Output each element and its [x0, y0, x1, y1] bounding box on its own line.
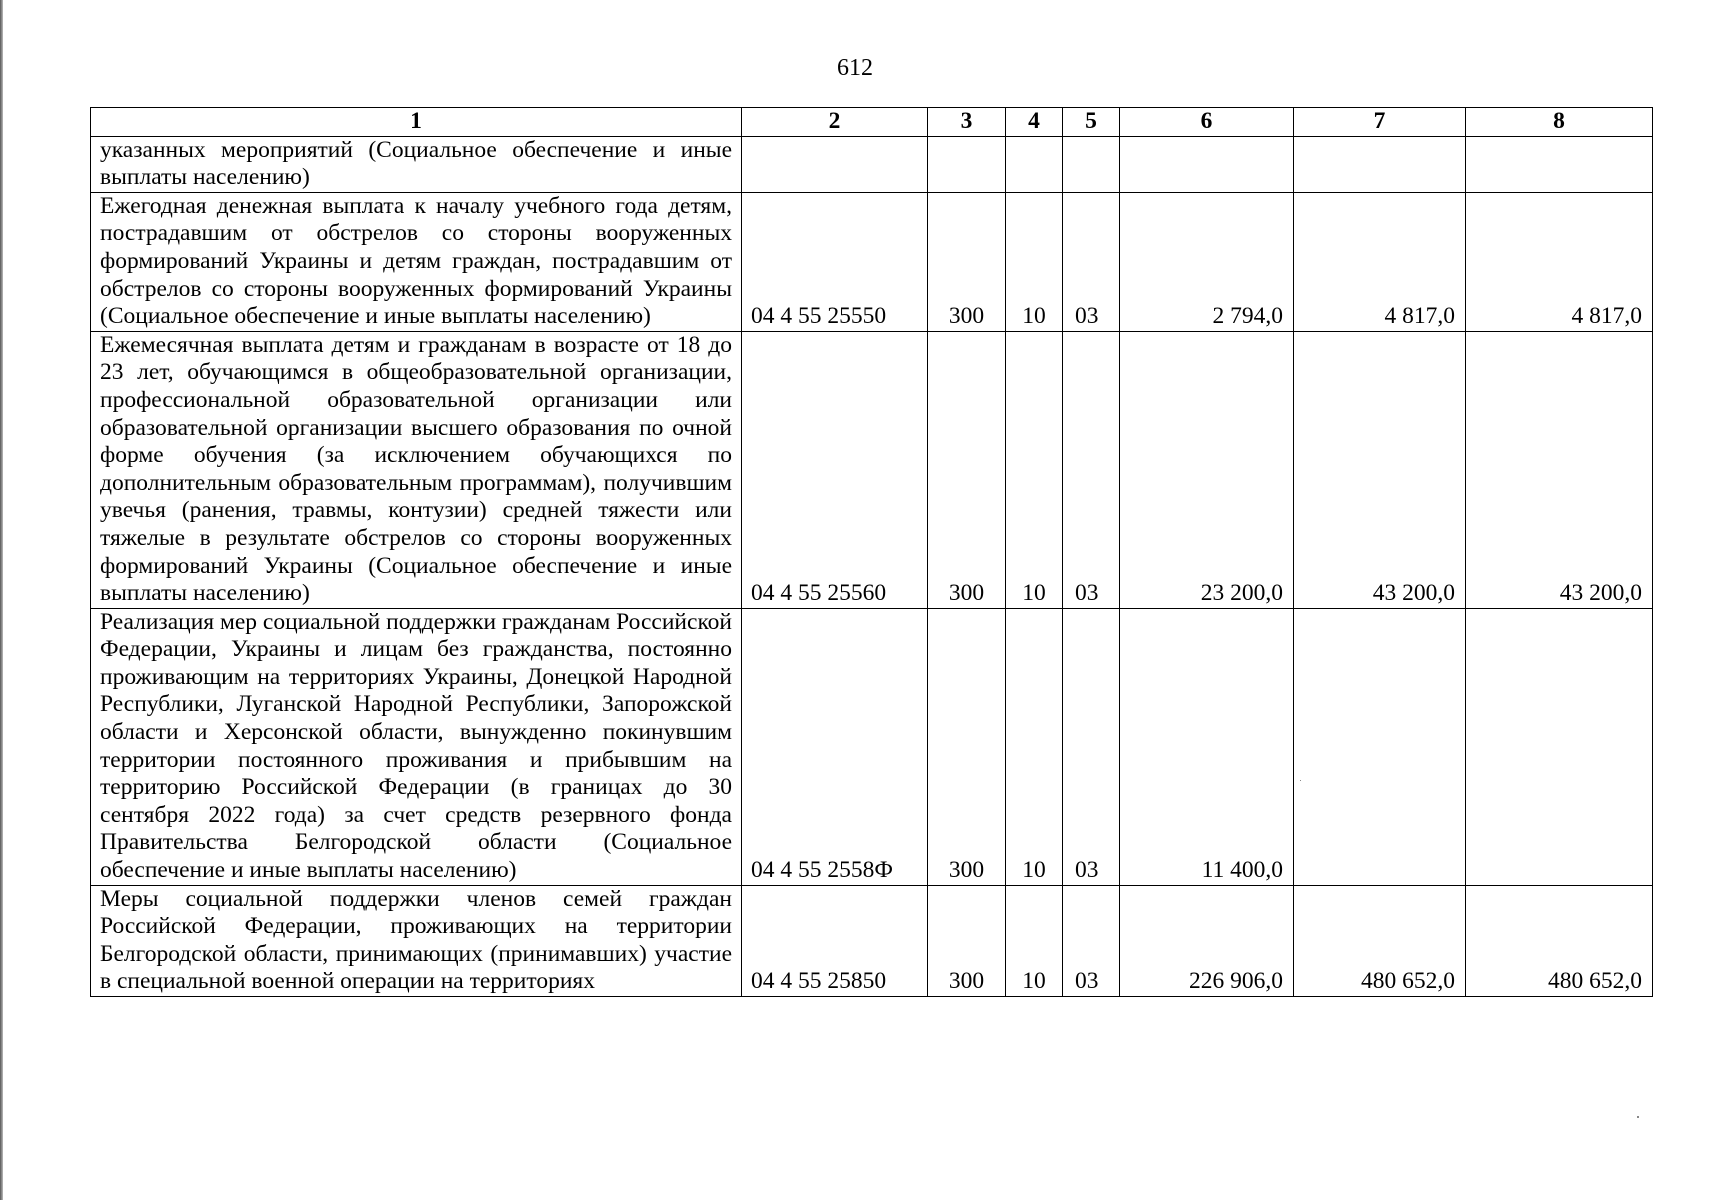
amount-col-7: 43 200,0	[1294, 331, 1466, 608]
column-header: 1	[91, 108, 742, 137]
amount-col-6	[1120, 136, 1294, 192]
scan-speck	[1300, 780, 1301, 781]
row-description: Реализация мер социальной поддержки гражданам Российской Федерации, Украины и лицам без гражданства, постоянно проживающим на территориях Украины, Донецкой Народной Республики, Луганской Народной Республики, Запорожской области и Херсонской области, вынужденно покинувшим территории постоянного проживания и прибывшим на территорию Российской Федерации (в границах до 30 сентября 2022 года) за счет средств резервного фонда Правительства Белгородской области (Социальное обеспечение и иные выплаты населению)	[91, 608, 742, 885]
subsection-code: 03	[1063, 608, 1120, 885]
table-row	[91, 192, 1653, 331]
amount-col-6: 2 794,0	[1120, 192, 1294, 331]
amount-col-7	[1294, 136, 1466, 192]
amount-col-6: 11 400,0	[1120, 608, 1294, 885]
amount-col-7: 4 817,0	[1294, 192, 1466, 331]
scan-edge	[0, 0, 3, 1200]
subsection-code: 03	[1063, 192, 1120, 331]
amount-col-6: 226 906,0	[1120, 885, 1294, 996]
table-row	[91, 136, 1653, 192]
amount-col-8: 480 652,0	[1466, 885, 1653, 996]
scan-speck	[1637, 1116, 1639, 1118]
subsection-code: 03	[1063, 331, 1120, 608]
column-header: 5	[1063, 108, 1120, 137]
column-header: 3	[928, 108, 1006, 137]
column-header: 4	[1006, 108, 1063, 137]
amount-col-7: 480 652,0	[1294, 885, 1466, 996]
section-code: 10	[1006, 331, 1063, 608]
expense-type-code: 300	[928, 608, 1006, 885]
target-article-code: 04 4 55 25560	[742, 331, 928, 608]
target-article-code: 04 4 55 25550	[742, 192, 928, 331]
subsection-code: 03	[1063, 885, 1120, 996]
amount-col-7	[1294, 608, 1466, 885]
expense-type-code: 300	[928, 331, 1006, 608]
table-row	[91, 331, 1653, 608]
row-description: Ежегодная денежная выплата к началу учебного года детям, пострадавшим от обстрелов со стороны вооруженных формирований Украины и детям граждан, пострадавшим от обстрелов со стороны вооруженных формирований Украины (Социальное обеспечение и иные выплаты населению)	[91, 192, 742, 331]
row-description-text: Меры социальной поддержки членов семей граждан Российской Федерации, проживающих на территории Белгородской области, принимающих (принимавших) участие в специальной военной операции на территориях	[100, 885, 732, 995]
column-header: 8	[1466, 108, 1653, 137]
amount-col-8: 43 200,0	[1466, 331, 1653, 608]
table-header-row	[91, 108, 1653, 137]
column-header: 7	[1294, 108, 1466, 137]
table-row	[91, 608, 1653, 885]
page-number: 612	[837, 55, 873, 81]
expense-type-code: 300	[928, 885, 1006, 996]
row-description: указанных мероприятий (Социальное обеспечение и иные выплаты населению)	[91, 136, 742, 192]
section-code: 10	[1006, 192, 1063, 331]
budget-table	[90, 107, 1653, 997]
amount-col-8	[1466, 136, 1653, 192]
expense-type-code: 300	[928, 192, 1006, 331]
amount-col-8: 4 817,0	[1466, 192, 1653, 331]
target-article-code: 04 4 55 2558Ф	[742, 608, 928, 885]
subsection-code	[1063, 136, 1120, 192]
section-code: 10	[1006, 885, 1063, 996]
section-code: 10	[1006, 608, 1063, 885]
column-header: 2	[742, 108, 928, 137]
target-article-code: 04 4 55 25850	[742, 885, 928, 996]
target-article-code	[742, 136, 928, 192]
expense-type-code	[928, 136, 1006, 192]
amount-col-6: 23 200,0	[1120, 331, 1294, 608]
row-description	[91, 885, 742, 996]
table-row	[91, 885, 1653, 996]
row-description: Ежемесячная выплата детям и гражданам в возрасте от 18 до 23 лет, обучающимся в общеобразовательной организации, профессиональной образовательной организации или образовательной организации высшего образования по очной форме обучения (за исключением обучающихся по дополнительным образовательным программам), получившим увечья (ранения, травмы, контузии) средней тяжести или тяжелые в результате обстрелов со стороны вооруженных формирований Украины (Социальное обеспечение и иные выплаты населению)	[91, 331, 742, 608]
amount-col-8	[1466, 608, 1653, 885]
column-header: 6	[1120, 108, 1294, 137]
section-code	[1006, 136, 1063, 192]
